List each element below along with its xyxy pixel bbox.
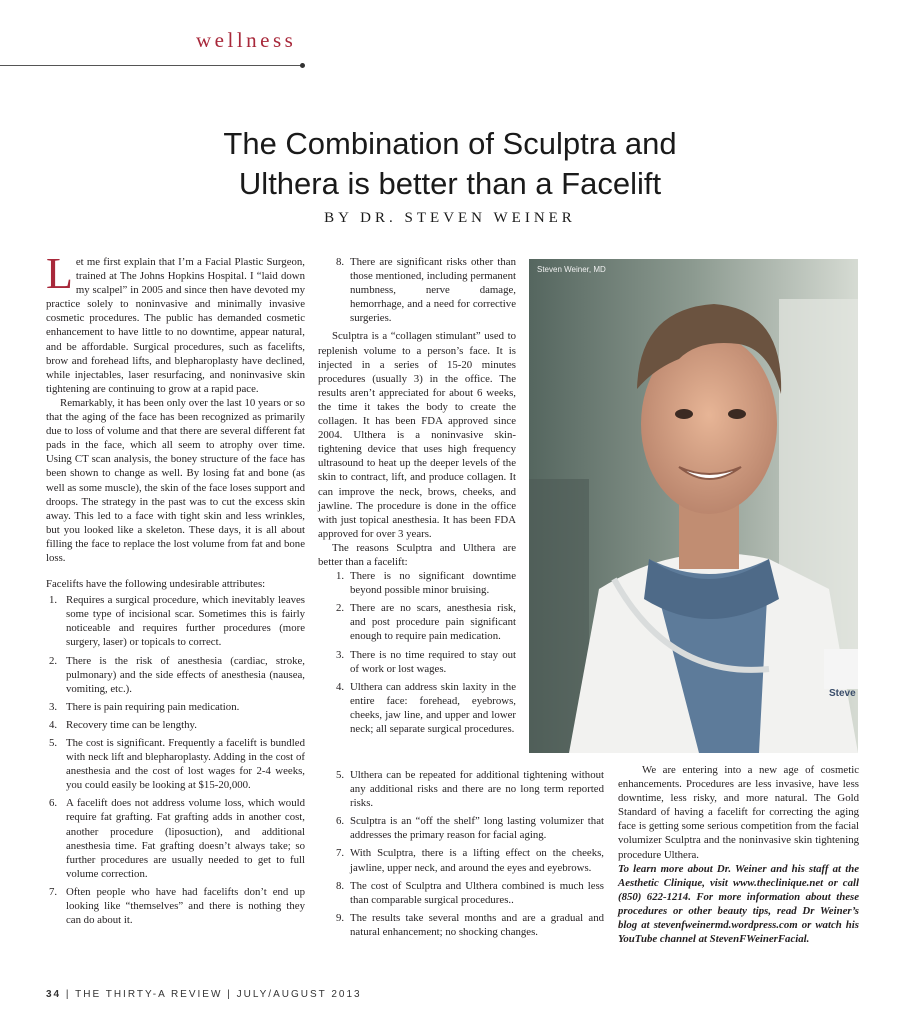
list-item bbox=[46, 718, 305, 732]
section-rule bbox=[0, 65, 303, 66]
article-title bbox=[100, 124, 800, 204]
list-number: 7. bbox=[336, 847, 345, 860]
list-number: 9. bbox=[336, 911, 345, 924]
facelift-intro: Facelifts have the following undesirable attributes: bbox=[46, 578, 266, 591]
list-item bbox=[318, 879, 604, 907]
page-number: 34 bbox=[46, 989, 62, 1000]
closing-paragraph: We are entering into a new age of cosmetic enhancements. Procedures are less invasive, have less downtime, less risky, and more natural. The Gold Standard of having a facelift for correcting the aging face is getting some serious competition from the facial volumizer Sculptra and the noninvasive skin tightening procedure Ulthera. bbox=[618, 764, 859, 861]
list-number: 4. bbox=[336, 680, 345, 693]
list-item bbox=[46, 700, 305, 714]
list-item bbox=[318, 648, 516, 676]
facelift-list bbox=[46, 593, 305, 927]
list-text: There is no significant downtime beyond possible minor bruising. bbox=[350, 570, 516, 597]
call-to-action: To learn more about Dr. Weiner and his staff at the Aesthetic Clinique, visit www.theclinique.net or call (850) 622-1214. For more information about these procedures or other beauty tips, read Dr Weiner’s blog at stevenfweinermd.wordpress.com or watch his YouTube channel at StevenFWeinerFacial. bbox=[618, 862, 859, 946]
coat-embroidery: Steve bbox=[829, 688, 856, 699]
list-item bbox=[46, 796, 305, 881]
list-number: 1. bbox=[49, 594, 58, 607]
list-text: There is the risk of anesthesia (cardiac, stroke, pulmonary) and the side effects of anesthesia (nausea, vomiting, etc.). bbox=[66, 654, 305, 695]
list-text: Ulthera can address skin laxity in the entire face: forehead, eyebrows, cheeks, jaw line, and upper and lower neck; all separate surgical procedures. bbox=[350, 680, 516, 735]
list-item bbox=[318, 768, 604, 810]
list-number: 2. bbox=[49, 654, 58, 667]
list-text: There is no time required to stay out of work or lost wages. bbox=[350, 648, 516, 675]
reasons-list bbox=[318, 569, 516, 736]
issue-date: JULY/AUGUST 2013 bbox=[236, 989, 362, 1000]
list-text: There are no scars, anesthesia risk, and post procedure pain significant enough to require pain medication. bbox=[350, 602, 516, 643]
list-text: A facelift does not address volume loss, which would require fat grafting. Fat grafting adds in another cost, another procedure (liposuction), and additional anesthesia time. Fat grafting doesn’t always take; so further procedures are usually needed to get to full volume correction. bbox=[66, 797, 305, 880]
list-item bbox=[46, 885, 305, 927]
list-item bbox=[46, 736, 305, 792]
intro-paragraph bbox=[46, 249, 305, 396]
byline: BY DR. STEVEN WEINER bbox=[324, 210, 576, 226]
list-number: 5. bbox=[49, 737, 58, 749]
list-item bbox=[318, 255, 516, 325]
sculptra-paragraph: Sculptra is a “collagen stimulant” used to replenish volume to a person’s face. It is injected in a series of 15-20 minutes procedures (usually 3) in the office. The results aren’t appreciated for about 6 weeks, the time it takes the body to create the collagen. It has been FDA approved since 2004. Ulthera is a noninvasive skin-tightening device that uses high frequency ultrasound to heat up the deeper levels of the skin to contract, lift, and produce collagen. It can improve the neck, brows, cheeks, and jawline. The procedure is done in the office with just topical anesthesia. It has been FDA approved for over 3 years. bbox=[318, 330, 516, 540]
list-text: The cost is significant. Frequently a facelift is bundled with neck lift and blepharoplasty. Adding in the cost of anesthesia and the cost of lost wages for 2-4 weeks, you could easily be looking at $15-20,000. bbox=[66, 737, 305, 792]
list-text: The results take several months and are a gradual and natural enhancement; no shocking changes. bbox=[350, 911, 604, 938]
list-number: 4. bbox=[49, 718, 58, 731]
column-left bbox=[46, 249, 305, 931]
column-middle bbox=[318, 255, 516, 740]
list-number: 3. bbox=[336, 648, 345, 661]
list-number: 6. bbox=[49, 797, 58, 810]
list-item bbox=[318, 601, 516, 643]
list-number: 8. bbox=[336, 256, 345, 268]
portrait-illustration bbox=[529, 259, 858, 753]
list-item bbox=[318, 680, 516, 736]
title-line-2: Ulthera is better than a Facelift bbox=[238, 166, 662, 201]
list-number: 6. bbox=[336, 815, 345, 828]
facelift-list-continued bbox=[318, 255, 516, 325]
list-number: 2. bbox=[336, 602, 345, 615]
title-line-1: The Combination of Sculptra and bbox=[223, 126, 677, 161]
footer-separator: | bbox=[65, 989, 71, 1000]
publication-name: THE THIRTY-A REVIEW bbox=[75, 989, 223, 1000]
author-photo bbox=[529, 259, 858, 753]
list-text: Requires a surgical procedure, which inevitably leaves some type of incisional scar. Sometimes this is fairly noticeable and requires further procedures (more surgery, laser) or topicals to correct. bbox=[66, 594, 305, 649]
list-item bbox=[46, 654, 305, 696]
list-item bbox=[318, 569, 516, 597]
list-text: There is pain requiring pain medication. bbox=[66, 700, 240, 713]
list-number: 8. bbox=[336, 879, 345, 892]
reasons-list-continued bbox=[318, 768, 604, 939]
list-number: 1. bbox=[336, 570, 345, 583]
paragraph-2: Remarkably, it has been only over the last 10 years or so that the aging of the face has been recognized as primarily due to loss of volume and that there are several different fat pads in the face, which all seem to atrophy over time. Using CT scan analysis, the boney structure of the face has been shown to change as well. By losing fat and bone (as well as some muscle), the skin of the face loses support and droops. The strategy in the past was to cut the excess skin away. This led to a face with tight skin and less wrinkles, but you looked like a skeleton. These days, it is all about filling the face to replace the lost volume from fat and bone loss. bbox=[46, 396, 305, 564]
column-middle-wide bbox=[318, 768, 604, 943]
intro-text: et me first explain that I’m a Facial Plastic Surgeon, trained at The Johns Hopkins Hospital. I “laid down my scalpel” in 2005 and since then have devoted my practice solely to noninvasive and minimally invasive cosmetic procedures. The public has demanded cosmetic enhancement to have little to no downtime, appear natural, and be affordable. Surgical procedures, such as facelifts, brow and forehead lifts, and blepharoplasty have declined, while injectables, laser resurfacing, and noninvasive skin tightening are continuing to grow at a rapid pace. bbox=[46, 256, 305, 395]
drop-cap: L bbox=[46, 249, 73, 298]
list-number: 5. bbox=[336, 769, 345, 781]
reasons-intro: The reasons Sculptra and Ulthera are better than a facelift: bbox=[318, 541, 516, 568]
list-item bbox=[318, 814, 604, 842]
photo-caption: Steven Weiner, MD bbox=[537, 265, 606, 274]
list-text: There are significant risks other than those mentioned, including permanent numbness, nerve damage, hemorrhage, and a need for corrective surgeries. bbox=[350, 256, 516, 325]
list-text: Often people who have had facelifts don’t end up looking like “themselves” and there is nothing they can do about it. bbox=[66, 885, 305, 927]
footer-separator: | bbox=[227, 989, 232, 1000]
list-text: The cost of Sculptra and Ulthera combined is much less than comparable surgical procedures.. bbox=[350, 879, 604, 906]
list-text: Sculptra is an “off the shelf” long lasting volumizer that addresses the primary reason for facial aging. bbox=[350, 815, 604, 842]
list-item bbox=[46, 593, 305, 649]
section-label: wellness bbox=[196, 28, 297, 52]
list-number: 7. bbox=[49, 885, 58, 898]
list-text: Ulthera can be repeated for additional tightening without any additional risks and there are no long term reported risks. bbox=[350, 769, 604, 810]
list-item bbox=[318, 846, 604, 874]
list-item bbox=[318, 911, 604, 939]
page-footer bbox=[46, 989, 362, 1000]
list-text: With Sculptra, there is a lifting effect on the cheeks, jawline, upper neck, and around the eyes and eyebrows. bbox=[350, 847, 604, 874]
column-right bbox=[618, 763, 859, 946]
list-text: Recovery time can be lengthy. bbox=[66, 718, 197, 731]
section-rule-dot bbox=[300, 63, 305, 68]
list-number: 3. bbox=[49, 700, 58, 713]
